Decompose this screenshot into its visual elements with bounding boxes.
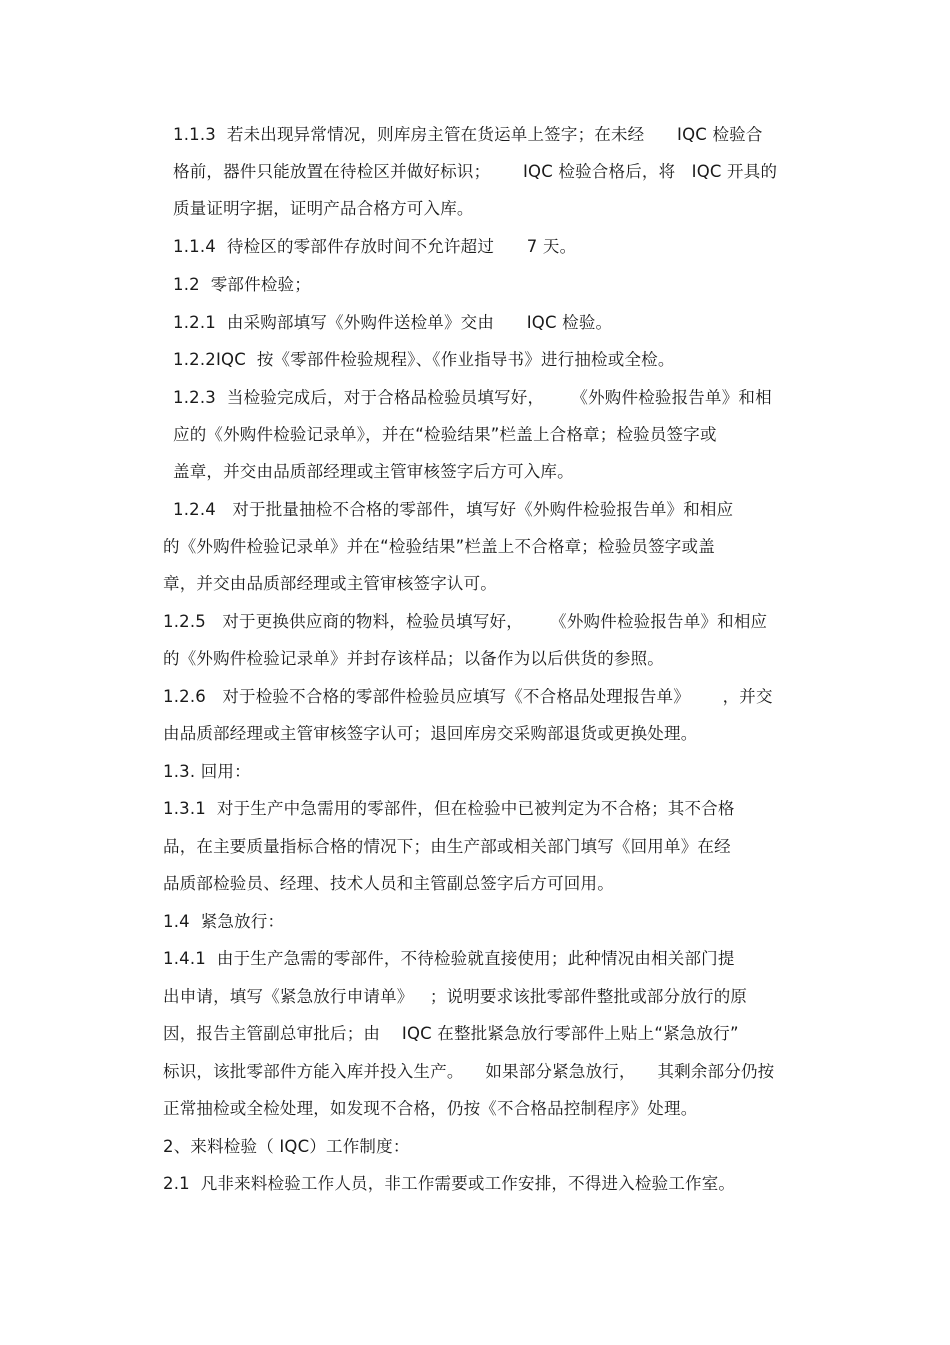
text-line: 章，并交由品质部经理或主管审核签字认可。 [163,574,497,593]
text-line: 由品质部经理或主管审核签字认可；退回库房交采购部退货或更换处理。 [163,724,698,743]
text-line: 1.2.5 对于更换供应商的物料，检验员填写好， 《外购件检验报告单》和相应 [163,612,768,631]
text-line: 1.1.3 若未出现异常情况，则库房主管在货运单上签字；在未经 IQC 检验合 [173,125,763,144]
text-line: 的《外购件检验记录单》并封存该样品；以备作为以后供货的参照。 [163,649,664,668]
text-line: 2.1 凡非来料检验工作人员，非工作需要或工作安排，不得进入检验工作室。 [163,1174,736,1193]
text-line: 2、来料检验（ IQC）工作制度： [163,1137,410,1156]
text-line: 品质部检验员、经理、技术人员和主管副总签字后方可回用。 [163,874,614,893]
text-line: 因，报告主管副总审批后；由 IQC 在整批紧急放行零部件上贴上“紧急放行” [163,1024,739,1043]
text-line: 应的《外购件检验记录单》，并在“检验结果”栏盖上合格章；检验员签字或 [173,425,717,444]
text-line: 标识，该批零部件方能入库并投入生产。 如果部分紧急放行， 其剩余部分仍按 [163,1062,775,1081]
text-line: 质量证明字据，证明产品合格方可入库。 [173,199,474,218]
text-line: 盖章，并交由品质部经理或主管审核签字后方可入库。 [173,462,574,481]
text-line: 出申请，填写《紧急放行申请单》 ；说明要求该批零部件整批或部分放行的原 [163,987,748,1006]
text-line: 1.3.1 对于生产中急需用的零部件，但在检验中已被判定为不合格；其不合格 [163,799,735,818]
text-line: 1.1.4 待检区的零部件存放时间不允许超过 7 天。 [173,237,577,256]
text-line: 1.2.4 对于批量抽检不合格的零部件，填写好《外购件检验报告单》和相应 [173,500,734,519]
text-line: 1.4 紧急放行： [163,912,285,931]
text-line: 品，在主要质量指标合格的情况下；由生产部或相关部门填写《回用单》在经 [163,837,731,856]
text-line: 1.3. 回用： [163,762,251,781]
text-line: 格前，器件只能放置在待检区并做好标识； IQC 检验合格后，将 IQC 开具的 [173,162,778,181]
text-line: 1.2.1 由采购部填写《外购件送检单》交由 IQC 检验。 [173,313,613,332]
text-line: 1.2.2IQC 按《零部件检验规程》、《作业指导书》进行抽检或全检。 [173,350,675,369]
text-line: 1.2.6 对于检验不合格的零部件检验员应填写《不合格品处理报告单》 ，并交 [163,687,773,706]
text-line: 正常抽检或全检处理，如发现不合格，仍按《不合格品控制程序》处理。 [163,1099,698,1118]
text-line: 1.2.3 当检验完成后，对于合格品检验员填写好， 《外购件检验报告单》和相 [173,388,772,407]
text-line: 的《外购件检验记录单》并在“检验结果”栏盖上不合格章；检验员签字或盖 [163,537,715,556]
text-line: 1.4.1 由于生产急需的零部件，不待检验就直接使用；此种情况由相关部门提 [163,949,735,968]
text-line: 1.2 零部件检验； [173,275,311,294]
